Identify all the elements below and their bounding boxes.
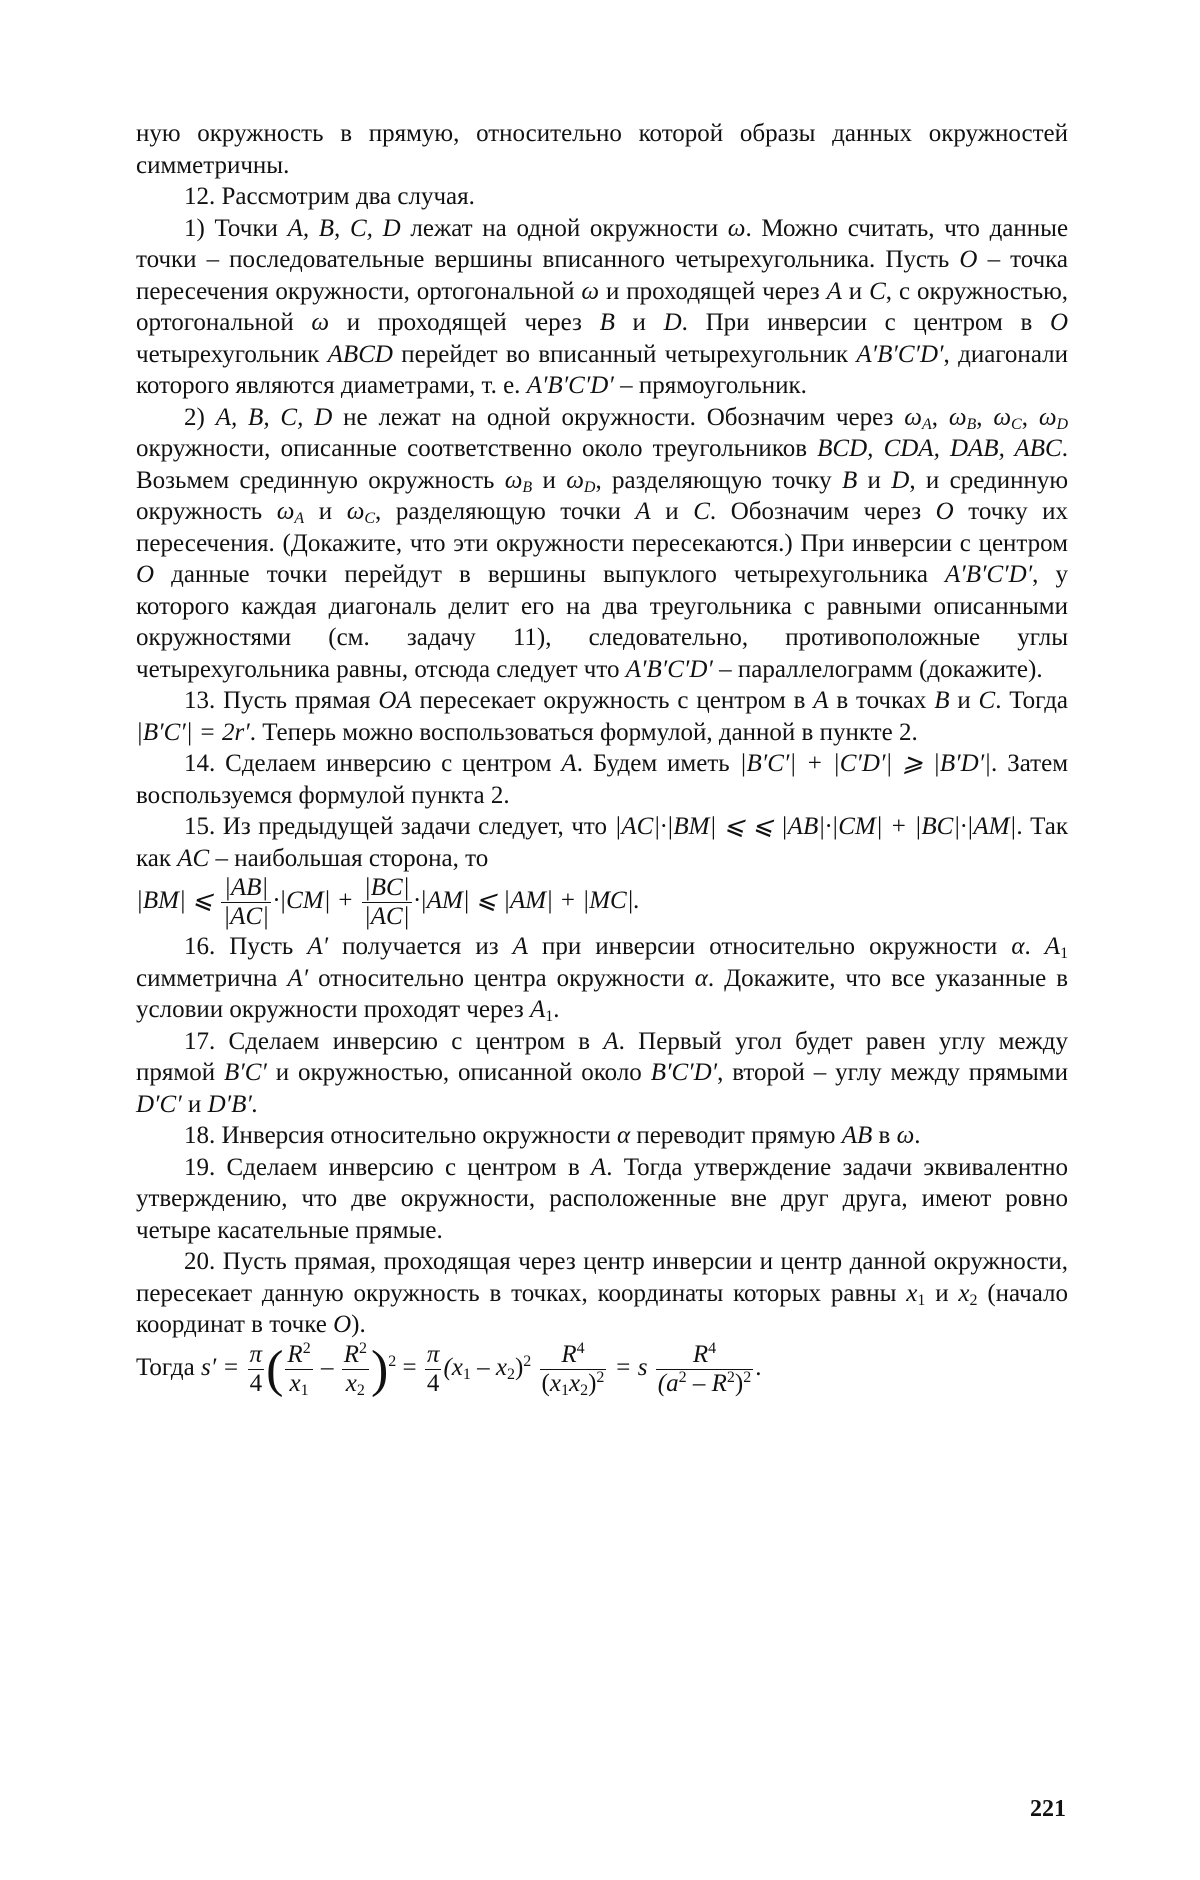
paragraph-14 (136, 748, 1068, 811)
math: A (1045, 933, 1060, 960)
math: 1 (1060, 945, 1068, 962)
fraction (248, 1341, 265, 1398)
math: ω (566, 467, 584, 494)
text: четырехугольник (136, 341, 319, 368)
text: ). (351, 1311, 366, 1338)
fraction (342, 1341, 369, 1398)
paragraph-15 (136, 811, 1068, 874)
formula-15 (136, 874, 1068, 931)
fraction (285, 1341, 312, 1398)
math: (x (443, 1354, 462, 1381)
text: 2) (184, 404, 205, 431)
text: – наибольшая сторона, то (215, 845, 488, 872)
page-text (136, 118, 1068, 1398)
text: 1) Точки (184, 215, 278, 242)
math: A (813, 687, 828, 714)
math: O (936, 498, 954, 525)
math: A (513, 933, 528, 960)
math: A′B′C′D′ (527, 372, 614, 399)
math: 2 (388, 1353, 396, 1370)
math: 1 (463, 1366, 471, 1383)
math: A (561, 750, 576, 777)
math: R (561, 1341, 576, 1368)
text: в (879, 1122, 891, 1149)
math: x (289, 1370, 300, 1397)
math: = (403, 1354, 417, 1381)
math: A, B, C, D (216, 404, 333, 431)
text: 17. Сделаем инверсию с центром в (184, 1028, 590, 1055)
paragraph-17 (136, 1026, 1068, 1121)
text: . Докажите, что все указанные в условии окружности проходят через (136, 965, 1068, 1024)
text: и (868, 467, 881, 494)
text: . Возьмем срединную окружность (136, 435, 1068, 494)
math: α (695, 965, 708, 992)
text: – точка пересечения окружности, ортогональной (136, 246, 1068, 305)
math: A (530, 996, 545, 1023)
text: . Затем воспользуемся формулой пункта 2. (136, 750, 1068, 809)
math: |BC| (362, 874, 412, 903)
math: D (1056, 416, 1068, 433)
text: и (849, 278, 862, 305)
math: 2 (580, 1382, 588, 1399)
text: и проходящей через (347, 309, 582, 336)
paragraph-16: 16. Пусть A′ получается из A при инверсии относительно окружности α. A1 симметрична A′ относительно центра окружности α. Докажите, что все указанные в условии окружности проходят через A1. (136, 931, 1068, 1026)
text: и (633, 309, 646, 336)
text: и (957, 687, 970, 714)
math: C (979, 687, 996, 714)
math: A′B′C′D′ (626, 656, 713, 683)
math: 4 (425, 1370, 442, 1398)
math: R (712, 1370, 727, 1397)
math: 2 (357, 1382, 365, 1399)
math: 4 (248, 1370, 265, 1398)
math: x (569, 1370, 580, 1397)
math: x (906, 1280, 917, 1307)
math: – (693, 1370, 706, 1397)
text: в точках (836, 687, 926, 714)
paragraph-18: 18. Инверсия относительно окружности α переводит прямую AB в ω. (136, 1120, 1068, 1152)
math: A (603, 1028, 618, 1055)
math: A′B′C′D′ (945, 561, 1032, 588)
math: ω (1039, 404, 1057, 431)
paragraph-20 (136, 1246, 1068, 1341)
math: x (550, 1370, 561, 1397)
math: 1 (561, 1382, 569, 1399)
math: – (477, 1354, 490, 1381)
math: ω (505, 467, 523, 494)
text: . Первый угол будет равен углу между прямой (136, 1028, 1068, 1087)
math: B (600, 309, 615, 336)
text: , второй – углу между прямыми (717, 1059, 1068, 1086)
math: A, B, C, D (288, 215, 401, 242)
math: A (591, 1154, 606, 1181)
text: Тогда (136, 1354, 195, 1381)
math: – (321, 1354, 334, 1381)
math: 1 (545, 1008, 553, 1025)
math: (a (658, 1370, 679, 1397)
math: x (496, 1354, 507, 1381)
math: B (934, 687, 949, 714)
math: ω (311, 309, 329, 336)
text: 13. Пусть прямая (184, 687, 371, 714)
math: ω (904, 404, 922, 431)
left-paren: ( (266, 1340, 283, 1397)
text: – прямоугольник. (620, 372, 807, 399)
math: A (635, 498, 650, 525)
math: α (1011, 933, 1024, 960)
text: 18. Инверсия относительно окружности (184, 1122, 611, 1149)
book-page (0, 0, 1200, 1880)
math: x (346, 1370, 357, 1397)
math: B′C′ (224, 1059, 267, 1086)
paragraph-cont (136, 118, 1068, 181)
text: , разделяющую точки (375, 498, 621, 525)
right-paren: ) (371, 1340, 388, 1397)
paragraph-12 (136, 181, 1068, 213)
fraction: R4 (a2 – R2)2 (656, 1341, 753, 1398)
math: D (584, 479, 596, 496)
math: A′ (307, 933, 328, 960)
text: и проходящей через (606, 278, 820, 305)
text: (начало координат в точке (136, 1280, 1068, 1339)
text: при инверсии относительно окружности (542, 933, 997, 960)
math: α (617, 1122, 630, 1149)
math: 4 (577, 1340, 585, 1357)
math: = s (615, 1354, 648, 1381)
text: , диагонали которого являются диаметрами, т. е. (136, 341, 1068, 400)
math: B (966, 416, 976, 433)
math: D (664, 309, 682, 336)
text: . Теперь можно воспользоваться формулой, данной в пункте 2. (250, 719, 918, 746)
text: не лежат на одной окружности. Обозначим через (343, 404, 893, 431)
text: 14. Сделаем инверсию с центром (184, 750, 552, 777)
text: лежат на одной окружности (410, 215, 718, 242)
math: |AC|·|BM| ⩽ ⩽ |AB|·|CM| + |BC|·|AM| (615, 813, 1017, 840)
text: ную окружность в прямую, относительно которой образы данных окружностей симметричны. (136, 120, 1068, 179)
math: D′B′. (208, 1091, 259, 1118)
text: – параллелограмм (докажите). (719, 656, 1042, 683)
math: 2 (743, 1369, 751, 1386)
math: ω (728, 215, 746, 242)
page-number: 221 (1030, 1796, 1066, 1823)
text: переводит прямую (636, 1122, 835, 1149)
math: π (248, 1341, 265, 1370)
math: 2 (727, 1369, 735, 1386)
math: B (842, 467, 857, 494)
text: и (319, 498, 332, 525)
math: ω (897, 1122, 915, 1149)
fraction: R4 (x1x2)2 (540, 1341, 607, 1398)
math: ω (347, 498, 365, 525)
math: |AB| (221, 874, 271, 903)
text: 16. Пусть (184, 933, 293, 960)
math: 4 (708, 1340, 716, 1357)
math: 2 (523, 1353, 531, 1370)
math: 2 (507, 1366, 515, 1383)
math: 1 (301, 1382, 309, 1399)
math: A (294, 510, 304, 527)
math: B (522, 479, 532, 496)
text: 15. Из предыдущей задачи следует, что (184, 813, 607, 840)
math: O (333, 1311, 351, 1338)
math: BCD, CDA, DAB, ABC (817, 435, 1062, 462)
text: , с окружностью, ортогональной (136, 278, 1068, 337)
math: |B′C′| + |C′D′| ⩾ |B′D′| (740, 750, 991, 777)
text: получается из (342, 933, 498, 960)
math: 2 (970, 1292, 978, 1309)
fraction (425, 1341, 442, 1398)
text: и (543, 467, 556, 494)
math: R (344, 1341, 359, 1368)
text: и (188, 1091, 201, 1118)
text: точку их пересечения. (Докажите, что эти окружности пересекаются.) При инверсии с центром (136, 498, 1068, 557)
text: , и срединную окружность (136, 467, 1068, 526)
fraction (362, 874, 412, 931)
math: D (891, 467, 909, 494)
math: ·|AM| ⩽ |AM| + |MC|. (414, 887, 640, 914)
text: 19. Сделаем инверсию с центром в (184, 1154, 580, 1181)
text: . При инверсии с центром в (682, 309, 1033, 336)
paragraph-12-case-1 (136, 213, 1068, 402)
text: . Так как (136, 813, 1068, 872)
math: C (364, 510, 375, 527)
math: A′B′C′D′ (856, 341, 943, 368)
text: 12. Рассмотрим два случая. (184, 183, 475, 210)
math: A (922, 416, 932, 433)
math: π (425, 1341, 442, 1370)
math: x (958, 1280, 969, 1307)
formula-20: Тогда s′ = π 4 ( R2 x1 – R2 x2 )2 = π 4 (x1 – x2)2 R4 (x1x2)2 = s R4 (a2 – R2)2 . (136, 1341, 1068, 1398)
math: s′ = (201, 1354, 239, 1381)
math: ω (993, 404, 1011, 431)
text: симметрична (136, 965, 277, 992)
math: 2 (303, 1340, 311, 1357)
math: 2 (679, 1369, 687, 1386)
paragraph-19 (136, 1152, 1068, 1247)
text: . Обозначим через (710, 498, 921, 525)
math: ω (581, 278, 599, 305)
math: A′ (287, 965, 308, 992)
math: |AC| (362, 903, 412, 931)
math: O (1050, 309, 1068, 336)
text: , разделяющую точку (595, 467, 831, 494)
paragraph-13 (136, 685, 1068, 748)
text: данные точки перейдут в вершины выпуклого четырехугольника (171, 561, 928, 588)
math: AC (177, 845, 209, 872)
math: O (136, 561, 154, 588)
math: ω (949, 404, 967, 431)
math: R (693, 1341, 708, 1368)
math: C (1011, 416, 1022, 433)
paragraph-12-case-2: 2) A, B, C, D не лежат на одной окружности. Обозначим через ωA, ωB, ωC, ωD окружности, описанные соответственно около треугольников BCD, CDA, DAB, ABC. Возьмем срединную окружность ωB и ωD, разделяющую точку B и D, и срединную окружность ωA и ωC, разделяющую точки A и C. Обозначим через O точку их пересечения. (Докажите, что эти окружности пересекаются.) При инверсии с центром O данные точки перейдут в вершины выпуклого четырехугольника A′B′C′D′, у которого каждая диагональ делит его на два треугольника с равными описанными окружностями (см. задачу 11), следовательно, противоположные углы четырехугольника равны, отсюда следует что A′B′C′D′ – параллелограмм (докажите). (136, 402, 1068, 686)
text: , у которого каждая диагональ делит его на два треугольника с равными описанными окружностями (см. задачу 11), следовательно, противоположные углы четырехугольника равны, отсюда следует что (136, 561, 1068, 683)
math: ABCD (328, 341, 393, 368)
text: . Тогда утверждение задачи эквивалентно утверждению, что две окружности, расположенные вне друг друга, имеют ровно четыре касательные прямые. (136, 1154, 1068, 1244)
math: R (287, 1341, 302, 1368)
text: . Можно считать, что данные точки – последовательные вершины вписанного четырехугольника. Пусть (136, 215, 1068, 274)
math: 2 (596, 1369, 604, 1386)
math: 2 (359, 1340, 367, 1357)
math: C (693, 498, 710, 525)
math: OA (378, 687, 411, 714)
text: . Тогда (995, 687, 1068, 714)
math: |B′C′| = 2r′ (136, 719, 250, 746)
math: O (959, 246, 977, 273)
math: D′C′ (136, 1091, 182, 1118)
text: . Будем иметь (577, 750, 730, 777)
math: |BM| ⩽ (136, 887, 213, 914)
math: C (869, 278, 886, 305)
text: пересекает окружность с центром в (420, 687, 806, 714)
text: и (935, 1280, 948, 1307)
math: ω (277, 498, 295, 525)
math: |AC| (221, 903, 271, 931)
text: и (665, 498, 678, 525)
fraction (221, 874, 271, 931)
text: и окружностью, описанной около (276, 1059, 642, 1086)
text: окружности, описанные соответственно около треугольников (136, 435, 807, 462)
text: 20. Пусть прямая, проходящая через центр инверсии и центр данной окружности, пересекает данную окружность в точках, координаты которых равны (136, 1248, 1068, 1307)
math: 1 (917, 1292, 925, 1309)
text: относительно центра окружности (318, 965, 685, 992)
math: A (827, 278, 842, 305)
text: перейдет во вписанный четырехугольник (401, 341, 848, 368)
math: ·|CM| + (273, 887, 354, 914)
math: B′C′D′ (651, 1059, 717, 1086)
math: AB (842, 1122, 873, 1149)
